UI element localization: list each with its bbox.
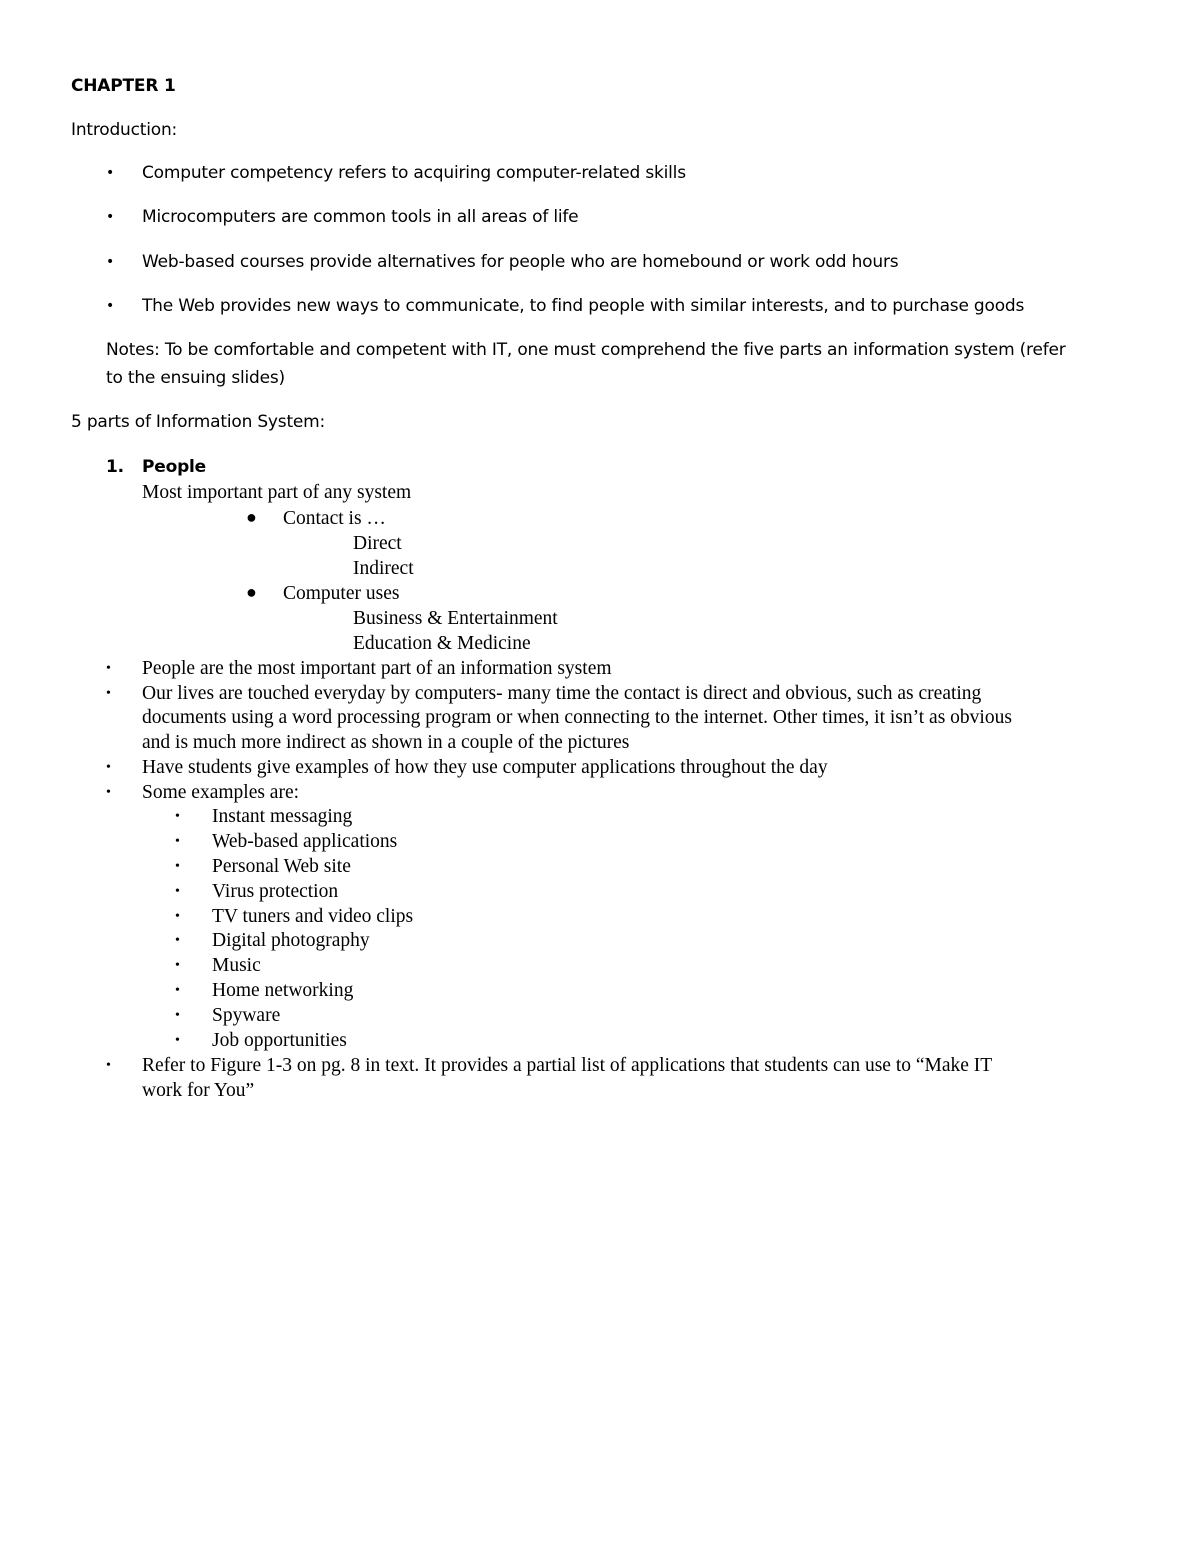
- bullet-icon: •: [175, 1008, 180, 1023]
- bullet-icon: ●: [246, 582, 257, 602]
- bullet-icon: •: [106, 686, 111, 701]
- uses-type: Business & Entertainment: [353, 608, 558, 629]
- bullet-icon: •: [106, 760, 111, 775]
- list-item: Web-based courses provide alternatives for people who are homebound or work odd hours: [142, 252, 899, 272]
- notes-line-2: to the ensuing slides): [106, 368, 285, 388]
- example-item: Instant messaging: [212, 806, 353, 827]
- part-title-people: People: [142, 457, 206, 477]
- bullet-icon: •: [175, 809, 180, 824]
- list-item: Some examples are:: [142, 782, 300, 803]
- uses-label: Computer uses: [283, 583, 400, 604]
- list-item-line: work for You”: [142, 1080, 255, 1101]
- list-item: People are the most important part of an information system: [142, 658, 612, 679]
- bullet-icon: ●: [246, 507, 257, 527]
- bullet-icon: •: [175, 933, 180, 948]
- uses-type: Education & Medicine: [353, 633, 531, 654]
- example-item: Digital photography: [212, 930, 370, 951]
- list-item-line: Refer to Figure 1-3 on pg. 8 in text. It provides a partial list of applications that students can use to “Make IT: [142, 1055, 993, 1076]
- bullet-icon: •: [106, 165, 115, 181]
- list-item-line: Our lives are touched everyday by computers- many time the contact is direct and obvious, such as creating: [142, 683, 982, 704]
- list-item: Computer competency refers to acquiring computer-related skills: [142, 163, 686, 183]
- example-item: Web-based applications: [212, 831, 398, 852]
- list-item-line: documents using a word processing program or when connecting to the internet. Other times, it isn’t as obvious: [142, 707, 1012, 728]
- bullet-icon: •: [175, 884, 180, 899]
- bullet-icon: •: [106, 785, 111, 800]
- part-subtitle: Most important part of any system: [142, 482, 412, 503]
- example-item: Spyware: [212, 1005, 281, 1026]
- list-item: Microcomputers are common tools in all areas of life: [142, 207, 579, 227]
- bullet-icon: •: [106, 661, 111, 676]
- list-item: The Web provides new ways to communicate, to find people with similar interests, and to purchase goods: [142, 296, 1025, 316]
- example-item: Virus protection: [212, 881, 339, 902]
- bullet-icon: •: [175, 834, 180, 849]
- bullet-icon: •: [106, 209, 115, 225]
- example-item: Home networking: [212, 980, 354, 1001]
- introduction-heading: Introduction:: [71, 120, 178, 140]
- example-item: TV tuners and video clips: [212, 906, 414, 927]
- list-item: Have students give examples of how they use computer applications throughout the day: [142, 757, 828, 778]
- bullet-icon: •: [175, 909, 180, 924]
- bullet-icon: •: [106, 298, 115, 314]
- list-item-line: and is much more indirect as shown in a couple of the pictures: [142, 732, 630, 753]
- bullet-icon: •: [175, 958, 180, 973]
- bullet-icon: •: [175, 1033, 180, 1048]
- example-item: Music: [212, 955, 261, 976]
- contact-label: Contact is …: [283, 508, 386, 529]
- example-item: Personal Web site: [212, 856, 351, 877]
- numbered-marker: 1.: [106, 457, 124, 477]
- contact-type: Indirect: [353, 558, 414, 579]
- example-item: Job opportunities: [212, 1030, 347, 1051]
- bullet-icon: •: [175, 983, 180, 998]
- bullet-icon: •: [106, 1058, 111, 1073]
- chapter-heading: CHAPTER 1: [71, 76, 176, 96]
- parts-heading: 5 parts of Information System:: [71, 412, 326, 432]
- bullet-icon: •: [175, 859, 180, 874]
- bullet-icon: •: [106, 254, 115, 270]
- contact-type: Direct: [353, 533, 402, 554]
- notes-line-1: Notes: To be comfortable and competent with IT, one must comprehend the five parts an information system (refer: [106, 340, 1066, 360]
